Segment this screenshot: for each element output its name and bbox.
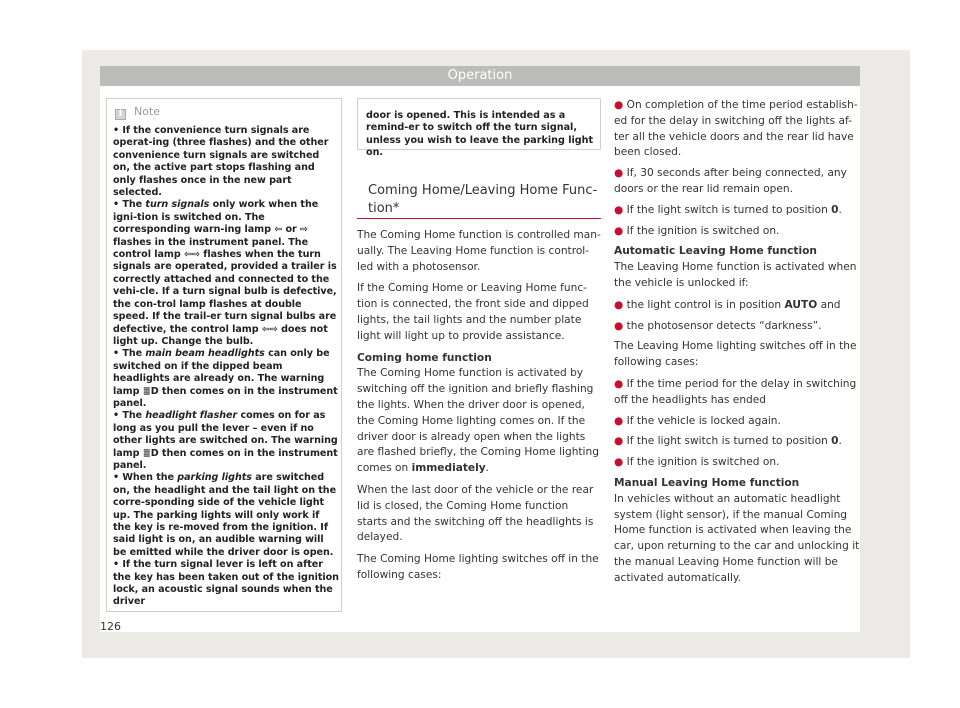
note-text-run: comes on for as long as you pull the lever – even if no other lights are switched on. The warning lamp ≣D then comes on in the instrument panel. bbox=[113, 410, 338, 471]
paragraph: If the Coming Home or Leaving Home func-tion is connected, the front side and dipped lights, the tail lights and the number plate light will light up to provide assistance. bbox=[357, 282, 589, 342]
bullet-icon: • bbox=[113, 125, 123, 136]
bullet-icon: ● bbox=[614, 298, 627, 311]
info-icon: i bbox=[115, 109, 126, 120]
list-item: ● If the vehicle is locked again. bbox=[614, 414, 781, 427]
paragraph: The Leaving Home function is activated when the vehicle is unlocked if: bbox=[614, 261, 857, 289]
page-header: Operation bbox=[100, 66, 860, 86]
note-text-run: The bbox=[122, 348, 146, 360]
paragraph: The Leaving Home lighting switches off in the following cases: bbox=[614, 340, 857, 369]
note-text-run: headlight flasher bbox=[145, 410, 238, 422]
column-middle bbox=[357, 228, 601, 590]
note-list-item bbox=[113, 559, 339, 609]
bullet-icon: ● bbox=[614, 167, 627, 180]
bullet-icon: ● bbox=[614, 319, 627, 332]
list-item: ● On completion of the time period establish-ed for the delay in switching off the lights af-ter all the vehicle doors and the rear lid have been closed. bbox=[614, 99, 858, 159]
note-list-item bbox=[113, 410, 339, 472]
bullet-icon: • bbox=[113, 410, 123, 422]
paragraph: In vehicles without an automatic headlight system (light sensor), if the manual Coming Home function is activated when leaving the car, upon returning to the car and unlocking it the manual Leaving Home function will be activated automatically. bbox=[614, 492, 860, 584]
note-list-item bbox=[113, 472, 339, 559]
note-body bbox=[113, 125, 339, 609]
note-continuation-box bbox=[357, 98, 601, 159]
section-title: Coming Home/Leaving Home Func-tion* bbox=[368, 183, 598, 216]
note-text-run: If the turn signal lever is left on after the key has been taken out of the ignition lock, an acoustic signal sounds when the driver bbox=[113, 559, 339, 608]
bullet-icon: ● bbox=[614, 435, 627, 448]
list-item: ● If, 30 seconds after being connected, any doors or the rear lid remain open. bbox=[614, 167, 847, 195]
section-title-rule bbox=[357, 218, 601, 219]
list-item: ● the light control is in position AUTO and bbox=[614, 298, 841, 311]
subheading-coming-home: Coming home function bbox=[357, 351, 492, 364]
bullet-icon: ● bbox=[614, 203, 627, 216]
bullet-icon: • bbox=[113, 199, 123, 211]
bullet-icon: • bbox=[113, 559, 123, 571]
bullet-icon: ● bbox=[614, 99, 627, 111]
note-text-run: The bbox=[122, 199, 146, 211]
note-text-run: turn signals bbox=[145, 199, 210, 211]
list-item: ● the photosensor detects “darkness”. bbox=[614, 319, 822, 332]
note-text-run: parking lights bbox=[177, 472, 252, 484]
auto-position-icon: AUTO bbox=[784, 298, 818, 311]
list-item: ● If the time period for the delay in switching off the headlights has ended bbox=[614, 377, 857, 406]
bullet-icon: ● bbox=[614, 224, 627, 237]
note-text-run: are switched on, the headlight and the tail light on the corre-sponding side of the vehicle light up. The parking lights will only work if the key is re-moved from the ignition. If said light is on, an audible warning will be emitted while the driver door is open. bbox=[113, 472, 337, 558]
note-text-run: When the bbox=[122, 472, 178, 484]
list-item: ● If the light switch is turned to position 0. bbox=[614, 203, 842, 216]
page-number: 126 bbox=[100, 620, 121, 633]
note-text-run: only work when the igni-tion is switched on. The corresponding warn-ing lamp ⇦ or ⇨ flashes in the instrument panel. The control lamp ⇦⇨ flashes when the turn signals are operated, provided a trailer is correctly attached and connected to the vehi-cle. If a turn signal bulb is defective, the con-trol lamp flashes at double speed. If the trail-er turn signal bulbs are defective, the control lamp ⇦⇨ does not light up. Change the bulb. bbox=[113, 199, 337, 347]
note-list-item bbox=[113, 348, 339, 410]
list-item: ● If the light switch is turned to position 0. bbox=[614, 435, 842, 448]
subheading-auto-leaving-home: Automatic Leaving Home function bbox=[614, 245, 817, 258]
column-right bbox=[614, 98, 860, 593]
paragraph: The Coming Home function is controlled man-ually. The Leaving Home function is control-led with a photosensor. bbox=[357, 229, 601, 273]
subheading-manual-leaving-home: Manual Leaving Home function bbox=[614, 476, 800, 489]
note-heading-label: Note bbox=[134, 105, 161, 118]
note-text-run: can only be switched on if the dipped beam headlights are already on. The warning lamp ≣D then comes on in the instrument panel. bbox=[113, 348, 338, 409]
paragraph: The Coming Home function is activated by switching off the ignition and briefly flashing the lights. When the driver door is opened, the Coming Home lighting comes on. If the driver door is already open when the lights are flashed briefly, the Coming Home lighting comes on immediately. bbox=[357, 367, 599, 475]
paragraph: When the last door of the vehicle or the rear lid is closed, the Coming Home function starts and the switching off the headlights is delayed. bbox=[357, 483, 594, 544]
note-heading bbox=[115, 105, 160, 120]
note-list-item bbox=[113, 199, 339, 348]
list-item: ● If the ignition is switched on. bbox=[614, 456, 780, 469]
note-text-run: The bbox=[122, 410, 146, 422]
note-text-run: If the convenience turn signals are operat-ing (three flashes) and the other convenience turn signals are switched on, the active part stops flashing and only flashes once in the new part selected. bbox=[113, 125, 329, 199]
note-list-item bbox=[113, 125, 339, 199]
note-box bbox=[106, 98, 342, 612]
paragraph: The Coming Home lighting switches off in the following cases: bbox=[357, 553, 599, 581]
bullet-icon: ● bbox=[614, 377, 627, 390]
bullet-icon: ● bbox=[614, 414, 627, 427]
note-continuation-text: door is opened. This is intended as a remind-er to switch off the turn signal, unless you wish to leave the parking light on. bbox=[366, 110, 594, 159]
note-text-run: main beam headlights bbox=[145, 348, 265, 360]
bullet-icon: • bbox=[113, 348, 123, 360]
bullet-icon: ● bbox=[614, 456, 627, 469]
list-item: ● If the ignition is switched on. bbox=[614, 224, 780, 237]
bullet-icon: • bbox=[113, 472, 123, 484]
